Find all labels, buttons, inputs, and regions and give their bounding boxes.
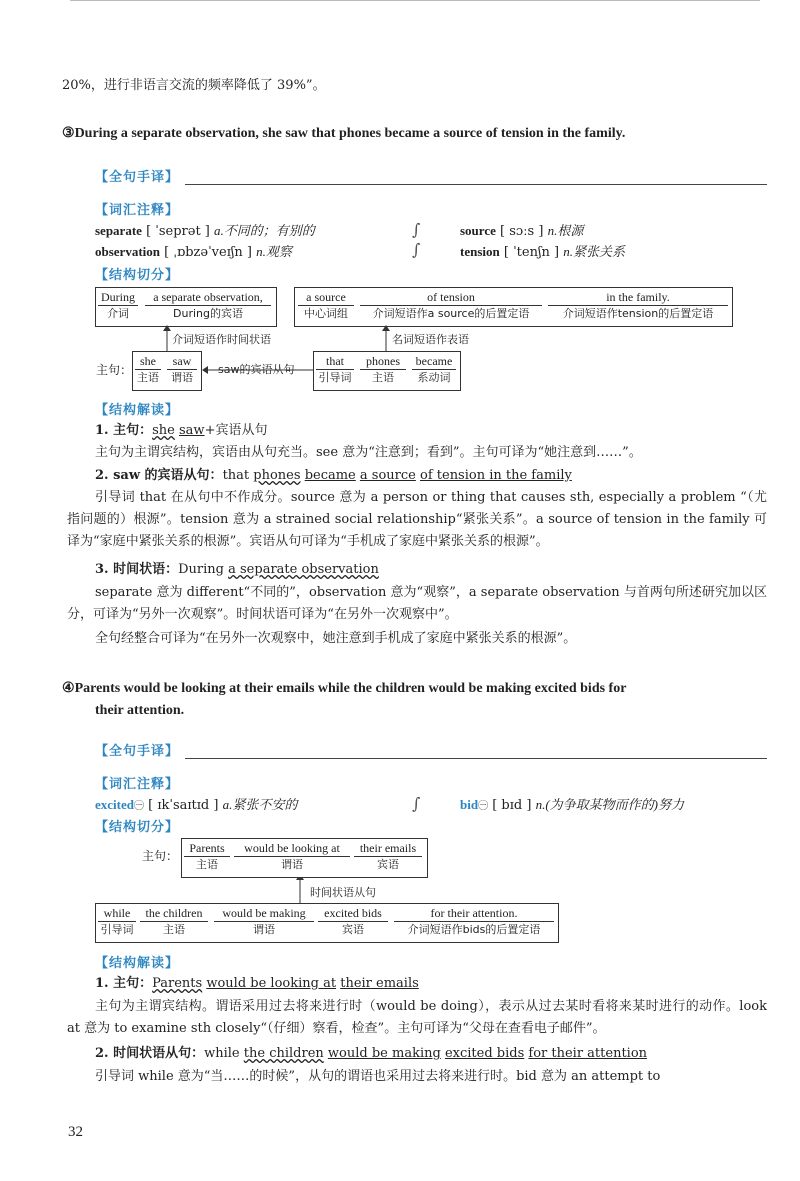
vocab-entry: bid㊀ [ bɪd ] n.(为争取某物而作的)努力 <box>460 797 684 813</box>
diagram-cell: that 引导词 <box>316 353 354 386</box>
translation-blank[interactable] <box>185 758 767 759</box>
diagram-label: 时间状语从句 <box>310 886 376 899</box>
explain-heading: 3. 时间状语：During a separate observation <box>95 562 379 577</box>
summary-paragraph: 全句经整合可译为“在另外一次观察中，她注意到手机成了家庭中紧张关系的根源”。 <box>95 631 577 646</box>
diagram-label: 介词短语作时间状语 <box>172 333 271 346</box>
vocab-entry: excited㊀ [ ɪkˈsaɪtɪd ] a.紧张不安的 <box>95 797 298 813</box>
vocab-entry: source [ sɔːs ] n.根源 <box>460 223 584 239</box>
vocab-entry: separate [ ˈseprət ] a.不同的；有别的 <box>95 223 315 239</box>
diagram-cell: while 引导词 <box>98 905 136 938</box>
star-icon: ㊀ <box>478 801 489 812</box>
explain-heading: 2. 时间状语从句：while the children would be making excited bids for their attention <box>95 1046 648 1061</box>
explain-paragraph: 引导词 that 在从句中不作成分。source 意为 a person or thing that causes sth, especially a problem “（尤指问题的）根源”。tension 意为 a strained social relationship“紧张关系”。a source of tension in the family 可译为“家庭中紧张关系的根源”。宾语从句可译为“手机成了家庭中紧张关系的根源”。 <box>67 490 767 549</box>
intro-line: 20%，进行非语言交流的频率降低了 39%”。 <box>62 78 326 93</box>
divider-curl: ∫ <box>412 240 421 259</box>
main-clause-label: 主句： <box>142 849 179 863</box>
page-number: 32 <box>68 1124 83 1140</box>
diagram-cell: excited bids 宾语 <box>318 905 388 938</box>
sentence-text: During a separate observation, she saw that phones became a source of tension in the family. <box>74 126 626 141</box>
diagram-cell: for their attention. 介词短语作bids的后置定语 <box>394 905 554 938</box>
explain-paragraph: 引导词 while 意为“当……的时候”，从句的谓语也采用过去将来进行时。bid 意为 an attempt to <box>95 1069 661 1084</box>
arrow-head <box>163 325 171 331</box>
arrow-head <box>382 325 390 331</box>
diagram-cell: a separate observation, During的宾语 <box>145 289 271 322</box>
diagram-label: 名词短语作表语 <box>392 333 469 346</box>
diagram-cell: the children 主语 <box>140 905 208 938</box>
diagram-cell: she 主语 <box>137 354 159 384</box>
arrow-head <box>202 366 208 374</box>
vocab-entry: tension [ ˈtenʃn ] n.紧张关系 <box>460 244 625 260</box>
divider-curl: ∫ <box>412 220 421 239</box>
tag-vocab: 【词汇注释】 <box>95 777 180 792</box>
tag-structure: 【结构切分】 <box>95 268 180 283</box>
tag-translate: 【全句手译】 <box>95 744 180 759</box>
explain-paragraph: 主句为主谓宾结构，宾语由从句充当。see 意为“注意到；看到”。主句可译为“她注意到……”。 <box>95 445 642 460</box>
diagram-cell: became 系动词 <box>412 353 456 386</box>
explain-paragraph: separate 意为 different“不同的”，observation 意为“观察”，a separate observation 与首两句所述研究加以区分，可译为“另外一次观察”。时间状语可译为“在另外一次观察中”。 <box>67 585 767 622</box>
tag-explain: 【结构解读】 <box>95 403 180 418</box>
sentence-text: Parents would be looking at their emails while the children would be making excited bids for <box>74 681 627 696</box>
tag-translate: 【全句手译】 <box>95 170 180 185</box>
diagram-cell: phones 主语 <box>360 353 406 386</box>
diagram-label: saw的宾语从句 <box>218 363 295 376</box>
tag-structure: 【结构切分】 <box>95 820 180 835</box>
explain-paragraph: 主句为主谓宾结构。谓语采用过去将来进行时（would be doing），表示从过去某时看将来某时进行的动作。look at 意为 to examine sth closely“（仔细）察看，检查”。主句可译为“父母在查看电子邮件”。 <box>67 999 767 1036</box>
sentence-number: ③ <box>62 126 75 141</box>
star-icon: ㊀ <box>133 801 144 812</box>
diagram-cell: saw 谓语 <box>167 353 197 386</box>
explain-heading: 1. 主句：Parents would be looking at their emails <box>95 976 419 991</box>
diagram-cell: would be looking at 谓语 <box>234 840 350 873</box>
diagram-cell: of tension 介词短语作a source的后置定语 <box>360 289 542 322</box>
diagram-cell: a source 中心词组 <box>298 289 354 322</box>
diagram-cell: their emails 宾语 <box>354 840 422 873</box>
diagram-cell: would be making 谓语 <box>214 905 314 938</box>
sentence-4-cont: their attention. <box>95 703 185 718</box>
divider-curl: ∫ <box>412 794 421 813</box>
main-clause-label: 主句： <box>96 363 133 377</box>
diagram-cell: in the family. 介词短语作tension的后置定语 <box>548 289 728 322</box>
diagram-cell: During 介词 <box>98 289 138 322</box>
explain-heading: 2. saw 的宾语从句：that phones became a source of tension in the family <box>95 468 572 483</box>
sentence-number: ④ <box>62 681 75 696</box>
vocab-entry: observation [ ˌɒbzəˈveɪʃn ] n.观察 <box>95 244 292 260</box>
sentence-4 <box>62 678 772 700</box>
diagram-cell: Parents 主语 <box>184 840 230 873</box>
explain-heading: 1. 主句：she saw+宾语从句 <box>95 423 268 438</box>
tag-explain: 【结构解读】 <box>95 956 180 971</box>
tag-vocab: 【词汇注释】 <box>95 203 180 218</box>
